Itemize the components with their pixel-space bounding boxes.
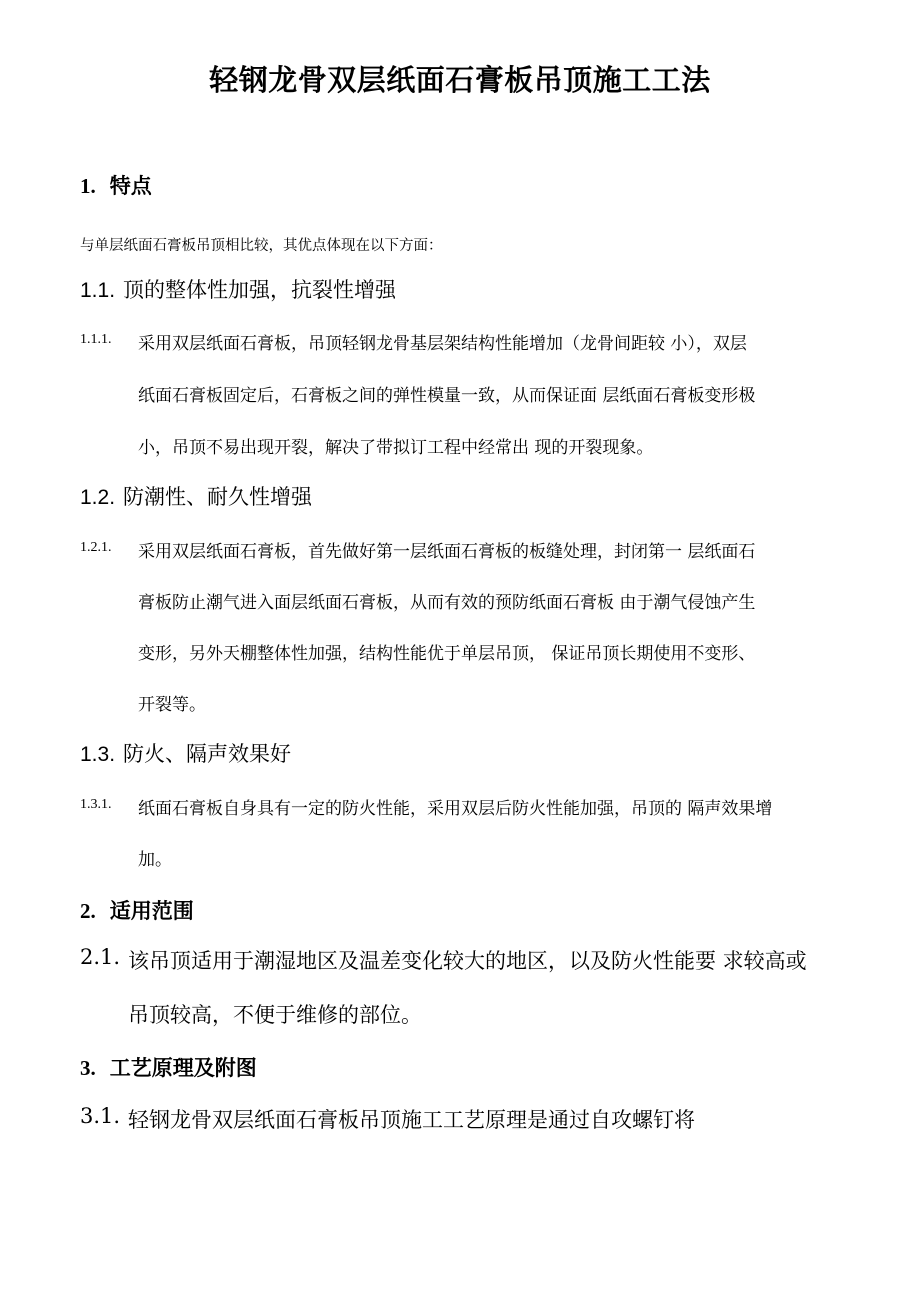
subsection-1-3-number: 1.3.: [80, 743, 116, 766]
section-3-heading: [80, 1052, 257, 1082]
subsection-3-1-number: 3.1.: [80, 1104, 121, 1128]
section-2-label: 适用范围: [109, 898, 194, 923]
section-1-heading: [80, 170, 152, 200]
section-2-heading: [80, 895, 194, 925]
subsection-1-1-number: 1.1.: [80, 279, 116, 302]
paragraph-1-1-1-line: 采用双层纸面石膏板，吊顶轻钢龙骨基层架结构性能增加（龙骨间距较 小），双层: [138, 334, 747, 354]
subsection-1-3-heading: [80, 738, 291, 768]
paragraph-1-1-1-number: 1.1.1.: [80, 332, 112, 347]
subsection-1-3-label: 防火、隔声效果好: [123, 742, 292, 766]
subsection-1-1-heading: [80, 274, 396, 304]
intro-paragraph: 与单层纸面石膏板吊顶相比较，其优点体现在以下方面：: [80, 238, 443, 254]
subsection-1-2-label: 防潮性、耐久性增强: [123, 485, 313, 509]
subsection-1-2-number: 1.2.: [80, 486, 116, 509]
section-3-label: 工艺原理及附图: [109, 1055, 257, 1080]
paragraph-1-1-1-line: 纸面石膏板固定后，石膏板之间的弹性模量一致，从而保证面 层纸面石膏板变形极: [138, 386, 756, 406]
paragraph-1-2-1-line: 变形，另外天棚整体性加强，结构性能优于单层吊顶， 保证吊顶长期使用不变形、: [138, 644, 756, 664]
section-3-number: 3.: [80, 1056, 96, 1080]
section-1-label: 特点: [109, 173, 152, 198]
section-1-number: 1.: [80, 174, 96, 198]
paragraph-1-2-1-number: 1.2.1.: [80, 540, 112, 555]
paragraph-1-2-1-line: 膏板防止潮气进入面层纸面石膏板，从而有效的预防纸面石膏板 由于潮气侵蚀产生: [138, 593, 756, 613]
subsection-2-1-line: 吊顶较高，不便于维修的部位。: [128, 1003, 422, 1027]
subsection-2-1-number: 2.1.: [80, 945, 121, 969]
paragraph-1-3-1-number: 1.3.1.: [80, 797, 112, 812]
paragraph-1-3-1-line: 纸面石膏板自身具有一定的防火性能，采用双层后防火性能加强，吊顶的 隔声效果增: [138, 799, 773, 819]
subsection-2-1-line: 该吊顶适用于潮湿地区及温差变化较大的地区，以及防火性能要 求较高或: [128, 949, 807, 973]
paragraph-1-2-1-line: 开裂等。: [138, 695, 206, 715]
page-title: 轻钢龙骨双层纸面石膏板吊顶施工工法: [209, 63, 711, 97]
paragraph-1-2-1-line: 采用双层纸面石膏板，首先做好第一层纸面石膏板的板缝处理，封闭第一 层纸面石: [138, 542, 756, 562]
subsection-3-1-text: 轻钢龙骨双层纸面石膏板吊顶施工工艺原理是通过自攻螺钉将: [128, 1108, 695, 1132]
section-2-number: 2.: [80, 899, 96, 923]
paragraph-1-1-1-line: 小，吊顶不易出现开裂，解决了带拟订工程中经常出 现的开裂现象。: [138, 438, 654, 458]
subsection-1-2-heading: [80, 481, 312, 511]
subsection-1-1-label: 顶的整体性加强，抗裂性增强: [123, 278, 397, 302]
paragraph-1-3-1-line: 加。: [138, 850, 172, 870]
